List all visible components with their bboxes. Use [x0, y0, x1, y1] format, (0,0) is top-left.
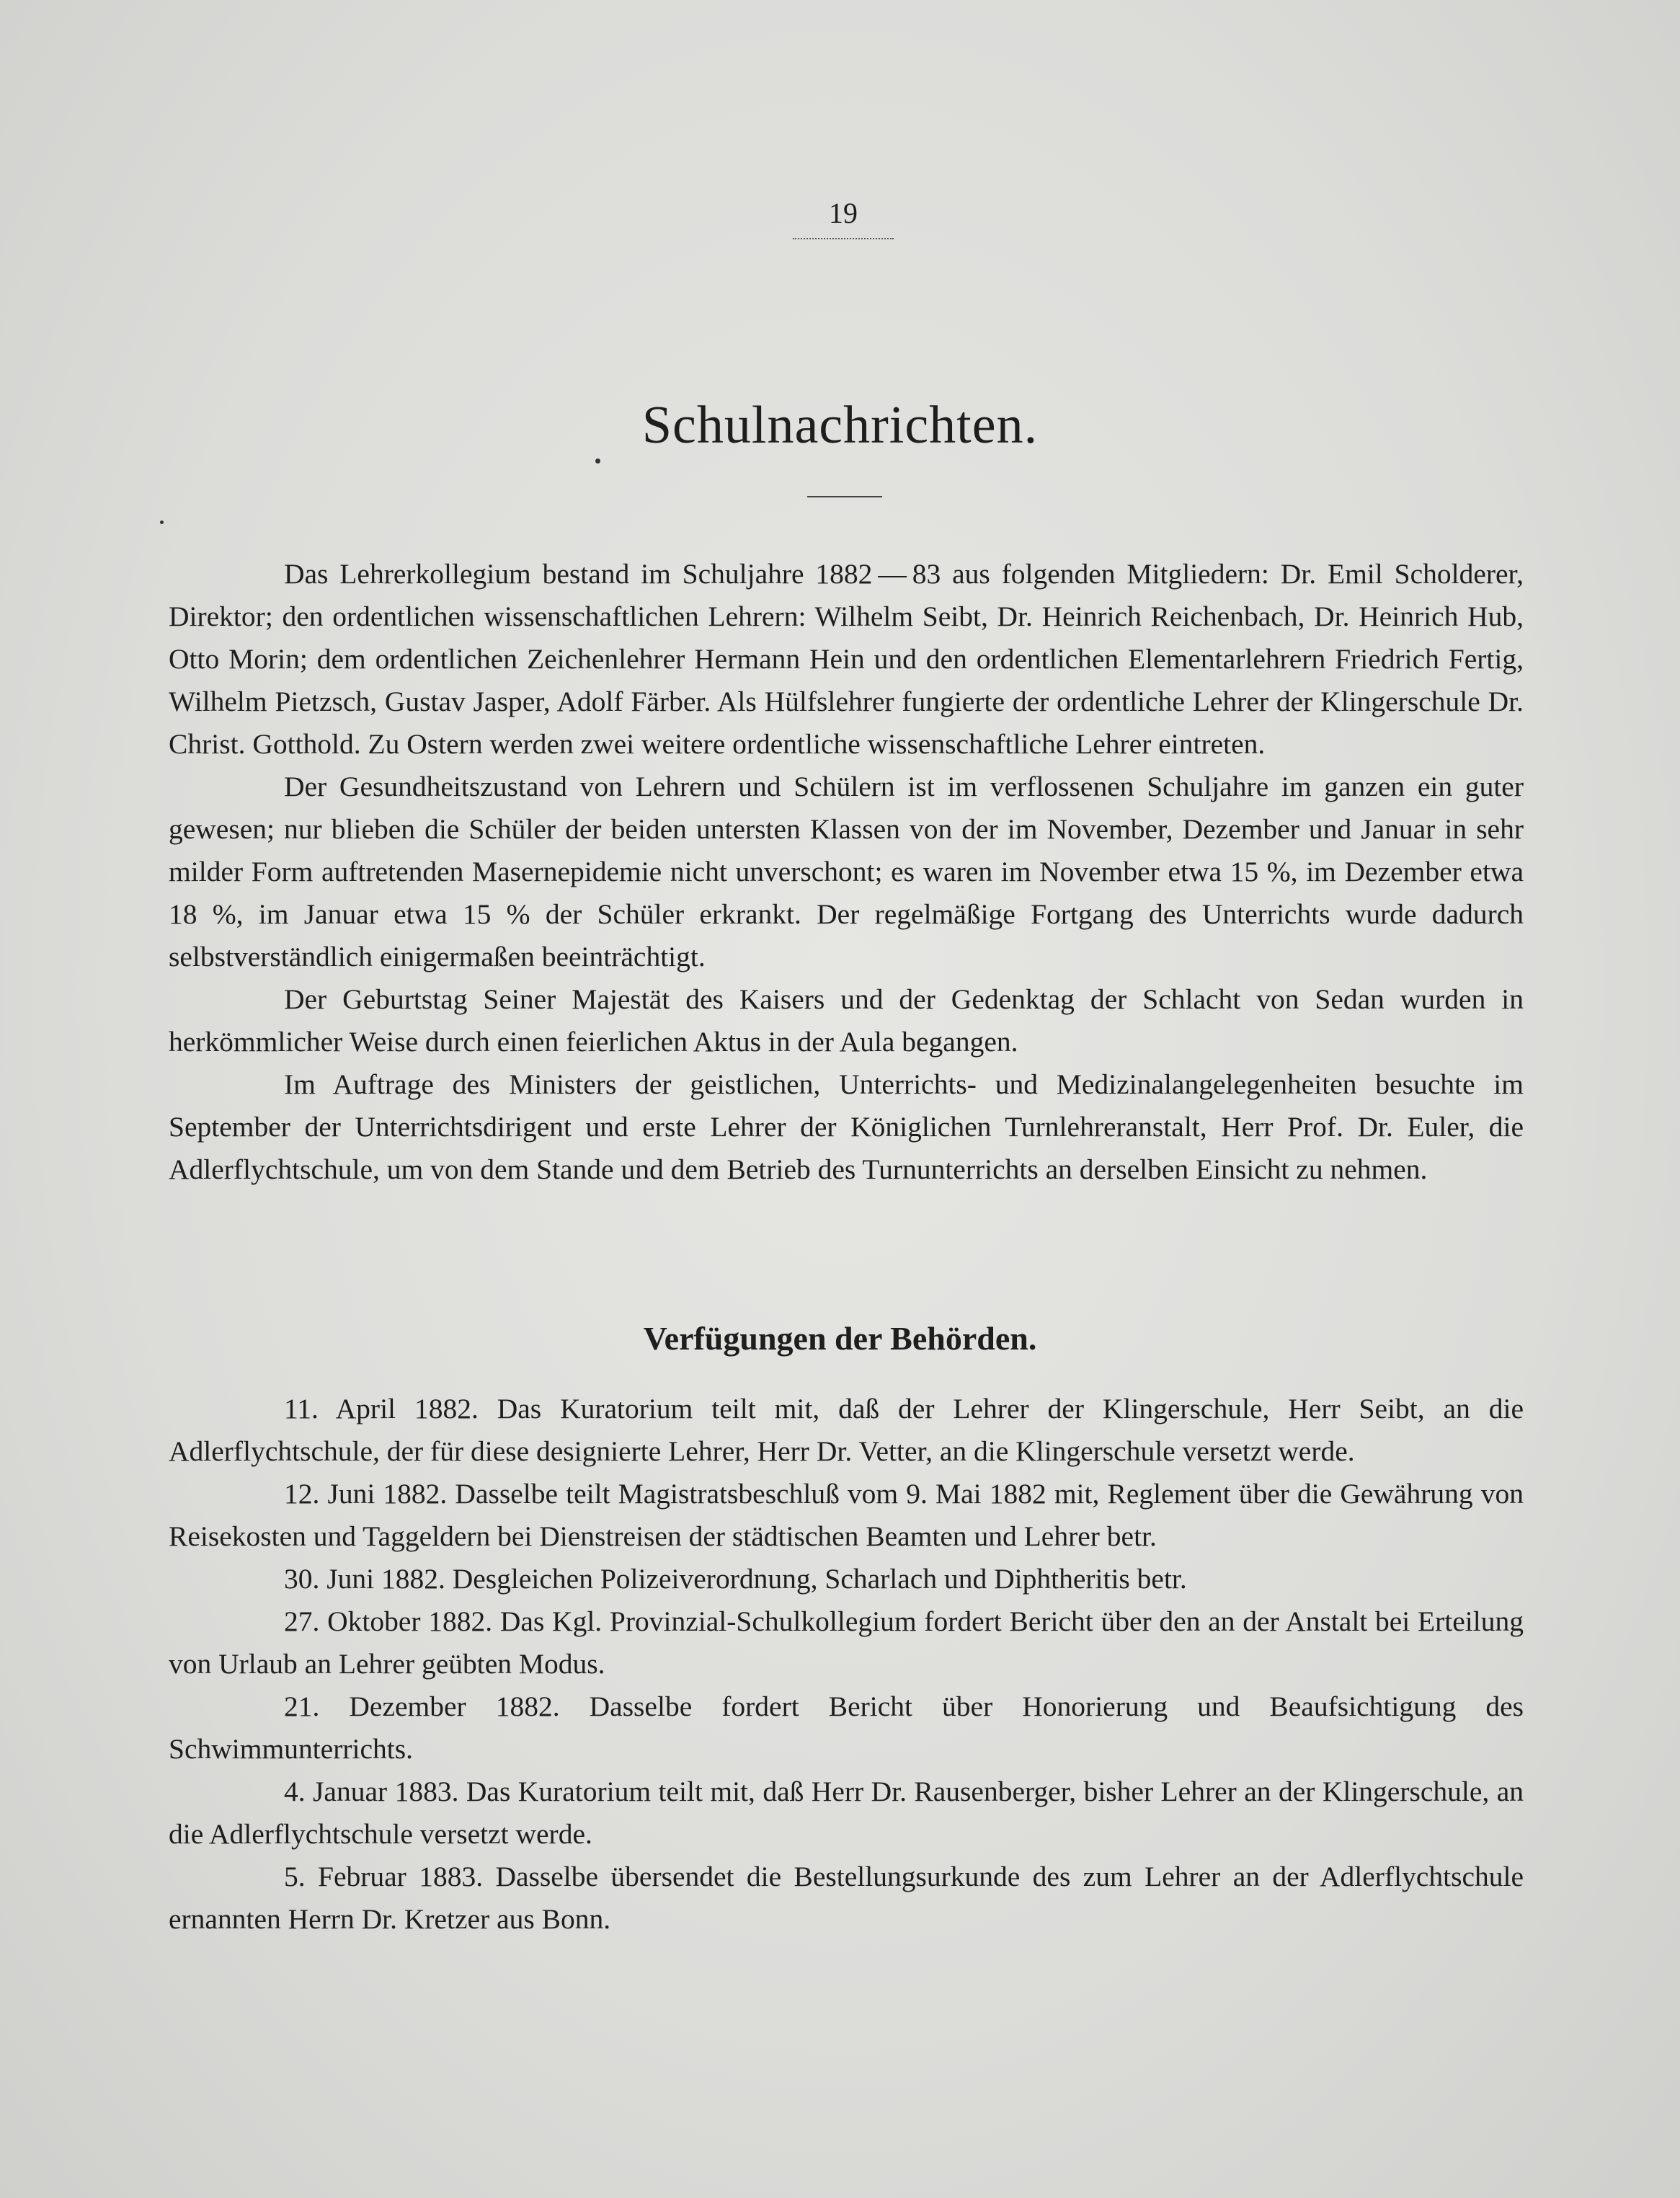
paragraph-faculty: Das Lehrerkollegium bestand im Schuljahre 1882 — 83 aus folgenden Mitgliedern: Dr. Emil Scholderer, Direktor; den ordentlichen wissenschaftlichen Lehrern: Wilhelm Seibt, Dr. Heinrich Reichenbach, Dr. Heinrich Hub, Otto Morin; dem ordentlichen Zeichenlehrer Hermann Hein und den ordentlichen Elementarlehrern Friedrich Fertig, Wilhelm Pietzsch, Gustav Jasper, Adolf Färber. Als Hülfslehrer fungierte der ordentliche Lehrer der Klingerschule Dr. Christ. Gotthold. Zu Ostern werden zwei weitere ordentliche wissenschaftliche Lehrer eintreten. — [169, 558, 1524, 760]
decree-item: 12. Juni 1882. Dasselbe teilt Magistratsbeschluß vom 9. Mai 1882 mit, Reglement über die Gewährung von Reisekosten und Taggeldern bei Dienstreisen der städtischen Beamten und Lehrer betr. — [169, 1478, 1524, 1552]
print-speck — [160, 520, 164, 524]
decree-item: 30. Juni 1882. Desgleichen Polizeiverordnung, Scharlach und Diphtheritis betr. — [284, 1563, 1187, 1595]
decree-item: 4. Januar 1883. Das Kuratorium teilt mit, daß Herr Dr. Rausenberger, bisher Lehrer an der Klingerschule, an die Adlerflychtschule versetzt werde. — [169, 1776, 1524, 1850]
decree-item: 5. Februar 1883. Dasselbe übersendet die Bestellungsurkunde des zum Lehrer an der Adlerflychtschule ernannten Herrn Dr. Kretzer aus Bonn. — [169, 1861, 1524, 1935]
paragraph-inspection: Im Auftrage des Ministers der geistlichen, Unterrichts- und Medizinalangelegenheiten besuchte im September der Unterrichtsdirigent und erste Lehrer der Königlichen Turnlehreranstalt, Herr Prof. Dr. Euler, die Adlerflychtschule, um von dem Stande und dem Betrieb des Turnunterrichts an derselben Einsicht zu nehmen. — [169, 1068, 1524, 1185]
intro-section — [169, 553, 1524, 1191]
page-number: 19 — [829, 197, 858, 229]
decree-item: 21. Dezember 1882. Dasselbe fordert Bericht über Honorierung und Beaufsichtigung des Schwimmunterrichts. — [169, 1690, 1524, 1765]
paragraph-health: Der Gesundheitszustand von Lehrern und Schülern ist im verflossenen Schuljahre im ganzen ein guter gewesen; nur blieben die Schüler der beiden untersten Klassen von der im November, Dezember und Januar in sehr milder Form auftretenden Masernepidemie nicht unverschont; es waren im November etwa 15 %, im Dezember etwa 18 %, im Januar etwa 15 % der Schüler erkrankt. Der regelmäßige Fortgang des Unterrichts wurde dadurch selbstverständlich einigermaßen beeinträchtigt. — [169, 771, 1524, 972]
decrees-section — [169, 1388, 1524, 1941]
decree-item: 11. April 1882. Das Kuratorium teilt mit, daß der Lehrer der Klingerschule, Herr Seibt, an die Adlerflychtschule, der für diese designierte Lehrer, Herr Dr. Vetter, an die Klingerschule versetzt werde. — [169, 1393, 1524, 1467]
section-heading: Verfügungen der Behörden. — [643, 1320, 1037, 1357]
paragraph-celebrations: Der Geburtstag Seiner Majestät des Kaisers und der Gedenktag der Schlacht von Sedan wurden in herkömmlicher Weise durch einen feierlichen Aktus in der Aula begangen. — [169, 983, 1524, 1058]
decree-item: 27. Oktober 1882. Das Kgl. Provinzial-Schulkollegium fordert Bericht über den an der Anstalt bei Erteilung von Urlaub an Lehrer geübten Modus. — [169, 1605, 1524, 1680]
title-divider — [807, 496, 882, 497]
page-number-ornament — [793, 238, 894, 239]
print-speck — [595, 458, 600, 464]
page-title: Schulnachrichten. — [641, 396, 1039, 455]
